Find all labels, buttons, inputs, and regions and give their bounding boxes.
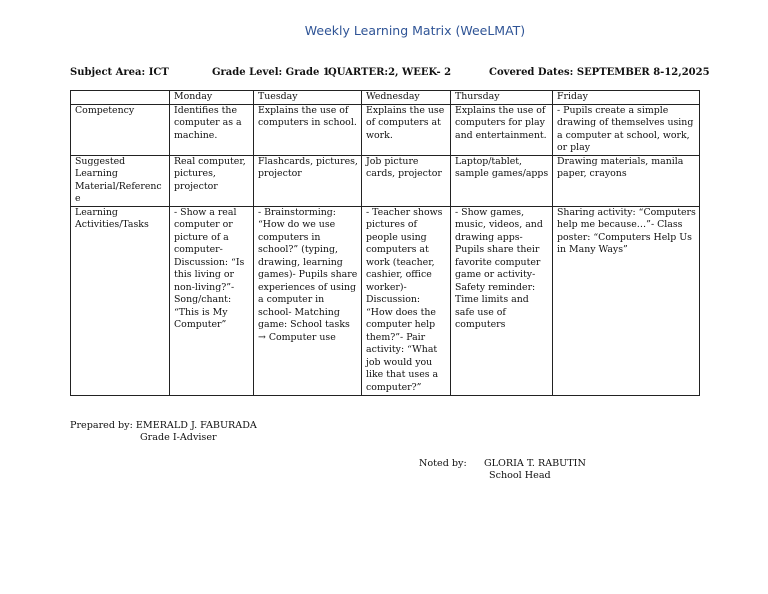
table-cell: Explains the use of computers in school. — [254, 104, 362, 155]
noted-by-role: School Head — [489, 470, 551, 481]
prepared-by-role: Grade I-Adviser — [140, 432, 217, 443]
table-cell: Flashcards, pictures, projector — [254, 155, 362, 206]
row-label: Learning Activities/Tasks — [71, 206, 170, 395]
header-row — [71, 91, 700, 105]
header-day-tuesday: Tuesday — [254, 91, 362, 105]
table-cell: - Brainstorming: “How do we use computers in school?” (typing, drawing, learning games)- Pupils share experiences of using a computer in school- Matching game: School tasks → Computer use — [254, 206, 362, 395]
quarter-week: QUARTER:2, WEEK- 2 — [328, 67, 452, 78]
table-row-activities — [71, 206, 700, 395]
table-cell: Real computer, pictures, projector — [170, 155, 254, 206]
header-day-thursday: Thursday — [451, 91, 553, 105]
table-cell: - Teacher shows pictures of people using computers at work (teacher, cashier, office worker)- Discussion: “How does the computer help them?”- Pair activity: “What job would you like that uses a computer?” — [362, 206, 451, 395]
header-day-friday: Friday — [553, 91, 700, 105]
row-label: Competency — [71, 104, 170, 155]
table-row-competency — [71, 104, 700, 155]
table-row-materials — [71, 155, 700, 206]
header-corner-cell — [71, 91, 170, 105]
grade-level: Grade Level: Grade 1 — [212, 67, 330, 78]
header-day-monday: Monday — [170, 91, 254, 105]
learning-matrix-table — [70, 90, 700, 396]
covered-dates: Covered Dates: SEPTEMBER 8-12,2025 — [489, 67, 710, 78]
table-cell: Drawing materials, manila paper, crayons — [553, 155, 700, 206]
table-cell: - Pupils create a simple drawing of themselves using a computer at school, work, or play — [553, 104, 700, 155]
document-title: Weekly Learning Matrix (WeeLMAT) — [304, 23, 526, 38]
table-cell: Explains the use of computers for play and entertainment. — [451, 104, 553, 155]
table-cell: - Show a real computer or picture of a computer- Discussion: “Is this living or non-living?”- Song/chant: “This is My Computer” — [170, 206, 254, 395]
header-day-wednesday: Wednesday — [362, 91, 451, 105]
table-cell: Job picture cards, projector — [362, 155, 451, 206]
table-cell: - Show games, music, videos, and drawing apps- Pupils share their favorite computer game or activity- Safety reminder: Time limits and safe use of computers — [451, 206, 553, 395]
table-cell: Sharing activity: “Computers help me because…”- Class poster: “Computers Help Us in Many Ways” — [553, 206, 700, 395]
prepared-by: Prepared by: EMERALD J. FABURADA — [70, 420, 257, 431]
table-cell: Identifies the computer as a machine. — [170, 104, 254, 155]
noted-by-label: Noted by: — [419, 458, 467, 469]
row-label: Suggested Learning Material/Reference — [71, 155, 170, 206]
table-cell: Explains the use of computers at work. — [362, 104, 451, 155]
subject-area: Subject Area: ICT — [70, 67, 169, 78]
table-cell: Laptop/tablet, sample games/apps — [451, 155, 553, 206]
noted-by-name: GLORIA T. RABUTIN — [484, 458, 586, 469]
